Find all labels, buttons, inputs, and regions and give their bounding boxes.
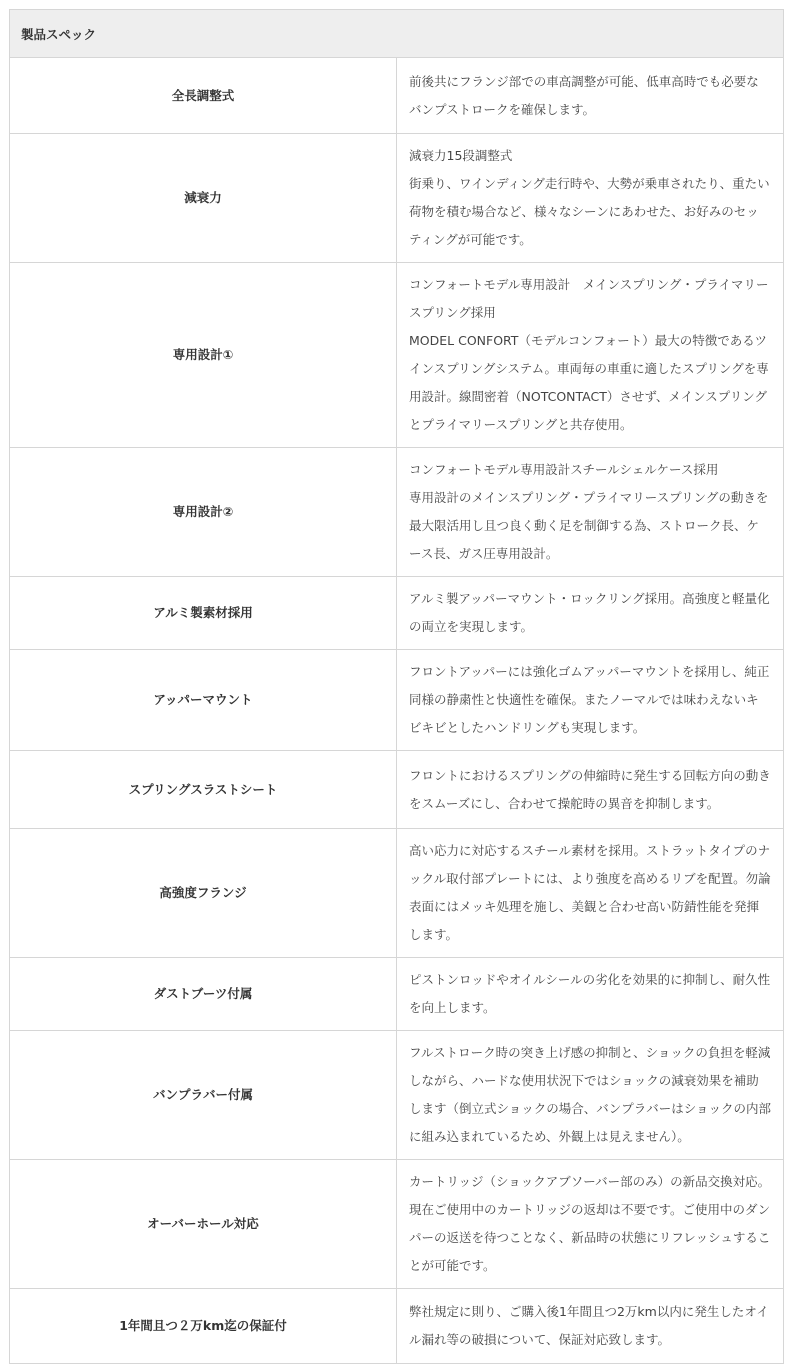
spec-paragraph: フルストローク時の突き上げ感の抑制と、ショックの負担を軽減しながら、ハードな使用状況下ではショックの減衰効果を補助します（倒立式ショックの場合、バンプラバーはショックの内部に組み込まれているため、外観上は見えません）。 <box>409 1045 772 1144</box>
spec-description <box>397 958 784 1031</box>
spec-label: アッパーマウント <box>10 650 397 751</box>
spec-description <box>397 1031 784 1160</box>
spec-paragraph: 前後共にフランジ部での車高調整が可能、低車高時でも必要なバンプストロークを確保します。 <box>409 73 759 117</box>
table-row <box>10 134 784 263</box>
spec-description <box>397 577 784 650</box>
spec-paragraph: 高い応力に対応するスチール素材を採用。ストラットタイプのナックル取付部プレートには、より強度を高めるリブを配置。勿論表面にはメッキ処理を施し、美観と合わせ高い防錆性能を発揮します。 <box>409 843 771 942</box>
spec-paragraph: 減衰力15段調整式 <box>409 148 513 163</box>
spec-paragraph: ピストンロッドやオイルシールの劣化を効果的に抑制し、耐久性を向上します。 <box>409 972 771 1015</box>
product-spec-table <box>9 9 784 1364</box>
table-row <box>10 829 784 958</box>
spec-description <box>397 829 784 958</box>
spec-description <box>397 1289 784 1364</box>
spec-paragraph: カートリッジ（ショックアブソーバー部のみ）の新品交換対応。現在ご使用中のカートリッジの返却は不要です。ご使用中のダンパーの返送を待つことなく、新品時の状態にリフレッシュすることが可能です。 <box>409 1174 771 1273</box>
spec-label: オーバーホール対応 <box>10 1160 397 1289</box>
spec-label: バンプラバー付属 <box>10 1031 397 1160</box>
spec-label: 減衰力 <box>10 134 397 263</box>
spec-paragraph: アルミ製アッパーマウント・ロックリング採用。高強度と軽量化の両立を実現します。 <box>409 591 770 634</box>
spec-label: 全長調整式 <box>10 58 397 134</box>
table-row <box>10 1031 784 1160</box>
spec-label: アルミ製素材採用 <box>10 577 397 650</box>
spec-description <box>397 263 784 448</box>
spec-paragraph: 専用設計のメインスプリング・プライマリースプリングの動きを最大限活用し且つ良く動く足を制御する為、ストローク長、ケース長、ガス圧専用設計。 <box>409 490 769 561</box>
spec-description <box>397 650 784 751</box>
table-row <box>10 448 784 577</box>
table-row <box>10 263 784 448</box>
spec-paragraph: 街乗り、ワインディング走行時や、大勢が乗車されたり、重たい荷物を積む場合など、様々なシーンにあわせた、お好みのセッティングが可能です。 <box>409 176 770 247</box>
spec-label: 専用設計② <box>10 448 397 577</box>
spec-paragraph: 弊社規定に則り、ご購入後1年間且つ2万km以内に発生したオイル漏れ等の破損について、保証対応致します。 <box>409 1304 769 1347</box>
spec-label: 高強度フランジ <box>10 829 397 958</box>
spec-paragraph: コンフォートモデル専用設計スチールシェルケース採用 <box>409 462 719 477</box>
spec-description <box>397 1160 784 1289</box>
spec-description <box>397 751 784 829</box>
table-row <box>10 650 784 751</box>
spec-label: ダストブーツ付属 <box>10 958 397 1031</box>
table-row <box>10 751 784 829</box>
table-row <box>10 58 784 134</box>
spec-description <box>397 134 784 263</box>
table-row <box>10 1289 784 1364</box>
spec-description <box>397 58 784 134</box>
table-row <box>10 958 784 1031</box>
spec-label: 専用設計① <box>10 263 397 448</box>
table-row <box>10 577 784 650</box>
spec-paragraph: コンフォートモデル専用設計 メインスプリング・プライマリースプリング採用 <box>409 277 769 320</box>
spec-paragraph: MODEL CONFORT（モデルコンフォート）最大の特徴であるツインスプリングシステム。車両毎の車重に適したスプリングを専用設計。線間密着（NOTCONTACT）させず、メインスプリングとプライマリースプリングと共存使用。 <box>409 333 769 432</box>
spec-rows <box>10 58 784 1364</box>
table-title: 製品スペック <box>10 10 784 58</box>
spec-paragraph: フロントにおけるスプリングの伸縮時に発生する回転方向の動きをスムーズにし、合わせて操舵時の異音を抑制します。 <box>409 767 771 811</box>
spec-description <box>397 448 784 577</box>
table-header-row <box>10 10 784 58</box>
spec-label: スプリングスラストシート <box>10 751 397 829</box>
spec-paragraph: フロントアッパーには強化ゴムアッパーマウントを採用し、純正同様の静粛性と快適性を確保。またノーマルでは味わえないキビキビとしたハンドリングも実現します。 <box>409 664 770 735</box>
table-row <box>10 1160 784 1289</box>
spec-label: 1年間且つ２万km迄の保証付 <box>10 1289 397 1364</box>
